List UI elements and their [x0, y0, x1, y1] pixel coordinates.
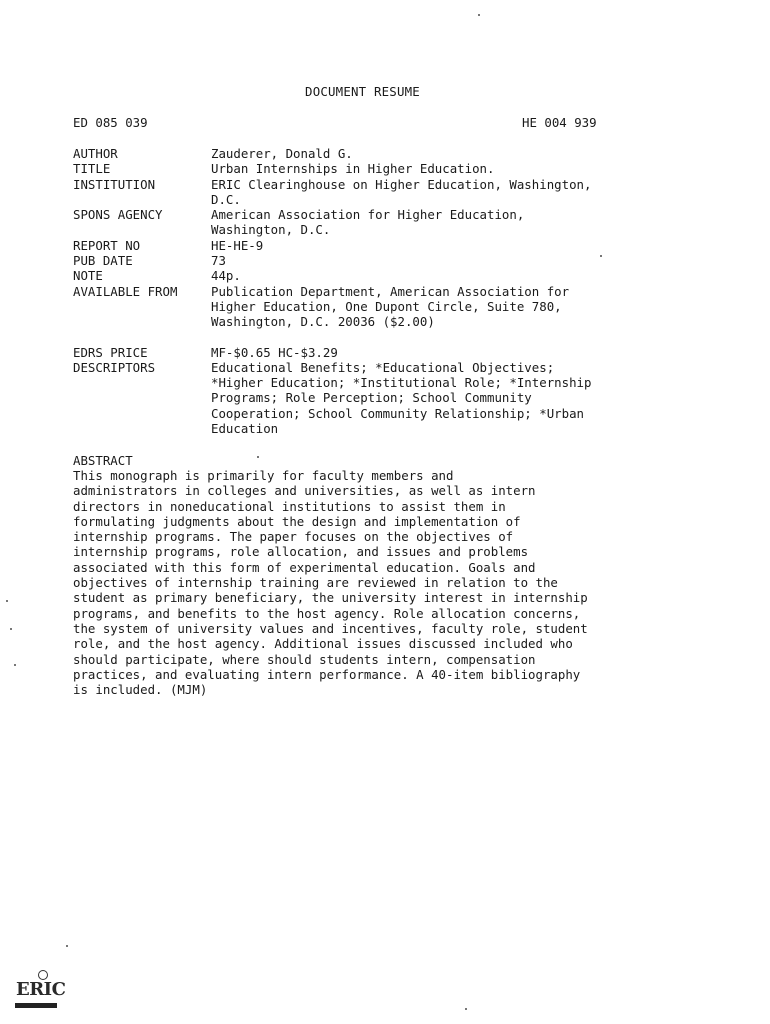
field-label: NOTE [73, 268, 103, 284]
field-label: AUTHOR [73, 146, 118, 161]
scan-speck [478, 14, 480, 16]
field-author [73, 146, 673, 161]
ed-number: ED 085 039 [73, 115, 148, 130]
field-value: Educational Benefits; *Educational Objectives; *Higher Education; *Institutional Role; *Internship Programs; Role Perception; School Community Cooperation; School Community Relationship; *Urban Education [211, 359, 592, 437]
scan-speck [10, 628, 12, 630]
field-label: INSTITUTION [73, 176, 156, 192]
eric-logo-bar [15, 1003, 57, 1008]
abstract-label: ABSTRACT [73, 453, 133, 468]
scan-speck [257, 456, 259, 458]
field-label: PUB DATE [73, 253, 133, 269]
field-report-no [73, 238, 673, 253]
document-title: DOCUMENT RESUME [305, 84, 420, 99]
field-label: EDRS PRICE [73, 344, 148, 360]
field-label: DESCRIPTORS [73, 359, 156, 375]
field-institution [73, 177, 673, 208]
field-value: MF-$0.65 HC-$3.29 [211, 344, 338, 360]
field-value: ERIC Clearinghouse on Higher Education, Washington, D.C. [211, 176, 592, 207]
field-label: SPONS AGENCY [73, 207, 163, 223]
field-descriptors [73, 360, 673, 436]
field-value: 73 [211, 253, 226, 269]
field-value: Urban Internships in Higher Education. [211, 161, 495, 177]
field-spons-agency [73, 207, 673, 238]
scan-speck [465, 1008, 467, 1010]
scan-speck [6, 600, 8, 602]
field-value: 44p. [211, 268, 241, 284]
field-value: Publication Department, American Association for Higher Education, One Dupont Circle, Suite 780, Washington, D.C. 20036 ($2.00) [211, 283, 570, 330]
field-value: HE-HE-9 [211, 237, 264, 253]
field-label: REPORT NO [73, 237, 141, 253]
field-label: AVAILABLE FROM [73, 283, 178, 299]
scan-speck [66, 945, 68, 947]
field-label: TITLE [73, 161, 111, 177]
field-available-from [73, 284, 673, 330]
he-number: HE 004 939 [522, 115, 597, 130]
field-note [73, 268, 673, 283]
field-title [73, 161, 673, 176]
abstract-text: This monograph is primarily for faculty members and administrators in colleges and universities, as well as intern directors in noneducational institutions to assist them in formulating judgments about the design and implementation of internship programs. The paper focuses on the objectives of internship programs, role allocation, and issues and problems associated with this form of experimental education. Goals and objectives of internship training are reviewed in relation to the student as primary beneficiary, the university interest in internship programs, and benefits to the host agency. Role allocation concerns, the system of university values and incentives, faculty role, student role, and the host agency. Additional issues discussed included who should participate, where should students intern, compensation practices, and evaluating intern performance. A 40-item bibliography is included. (MJM) [73, 468, 588, 698]
field-gap [73, 330, 673, 345]
field-value: American Association for Higher Education, Washington, D.C. [211, 207, 525, 238]
field-pub-date [73, 253, 673, 268]
eric-logo-text: ERIC [16, 979, 66, 1000]
field-edrs-price [73, 345, 673, 360]
scan-speck [600, 255, 602, 257]
field-value: Zauderer, Donald G. [211, 146, 353, 161]
metadata-fields [73, 146, 673, 436]
scan-speck [14, 664, 16, 666]
